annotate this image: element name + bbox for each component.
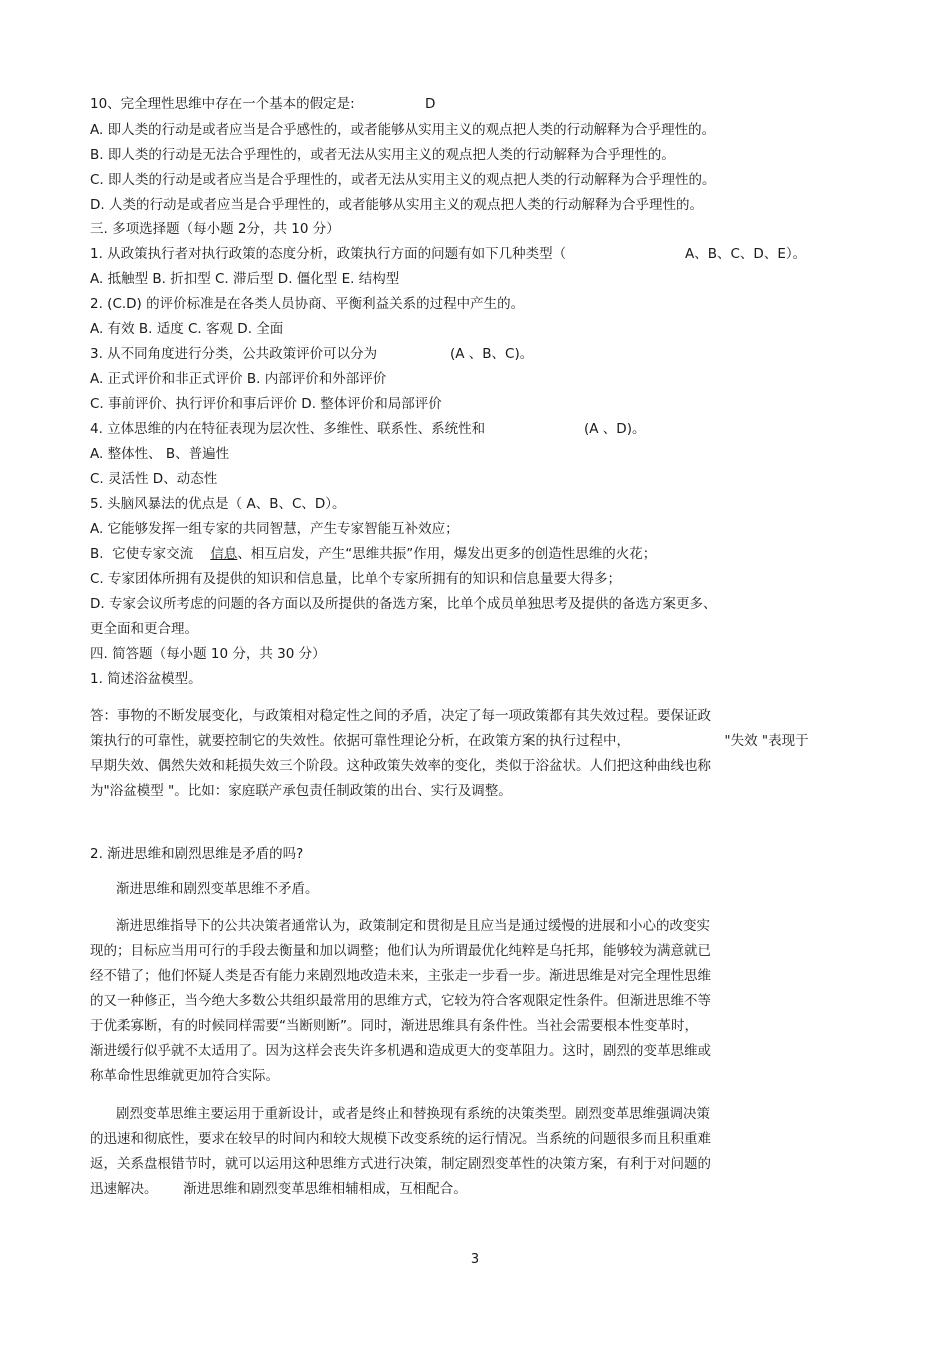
s3-q2-stem: 2. (C.D) 的评价标准是在各类人员协商、平衡利益关系的过程中产生的。 — [90, 296, 525, 312]
q10-option-d: D. 人类的行动是或者应当是合乎理性的，或者能够从实用主义的观点把人类的行动解释为合乎理性的。 — [90, 197, 703, 213]
s3-q5-option-b — [90, 545, 656, 563]
s4-q2-p1: 渐进思维和剧烈变革思维不矛盾。 — [116, 881, 319, 897]
s4-q2-stem: 2. 渐进思维和剧烈思维是矛盾的吗? — [90, 846, 304, 862]
s3-q3-answer: (A 、B、C)。 — [450, 346, 534, 362]
s3-q4-stem — [90, 420, 646, 438]
s3-q3-option-row1: A. 正式评价和非正式评价 B. 内部评价和外部评价 — [90, 371, 387, 387]
s3-q1-stem — [90, 245, 807, 263]
s3-q1-stem-text: 1. 从政策执行者对执行政策的态度分析，政策执行方面的问题有如下几种类型（ — [90, 246, 567, 262]
s4-q1-answer-line2: 策执行的可靠性，就要控制它的失效性。依据可靠性理论分析，在政策方案的执行过程中， "失效 "表现于 — [90, 733, 809, 749]
s4-q2-p2-line5: 于优柔寡断，有的时候同样需要“当断则断”。同时，渐进思维具有条件性。当社会需要根本性变革时， — [90, 1018, 698, 1034]
s4-q2-p3-line3: 返，关系盘根错节时，就可以运用这种思维方式进行决策，制定剧烈变革性的决策方案，有利于对问题的 — [90, 1156, 711, 1172]
s4-q2-p3-line1: 剧烈变革思维主要运用于重新设计，或者是终止和替换现有系统的决策类型。剧烈变革思维强调决策 — [116, 1106, 710, 1122]
s4-q1-stem: 1. 简述浴盆模型。 — [90, 671, 202, 687]
s4-q2-p2-line1: 渐进思维指导下的公共决策者通常认为，政策制定和贯彻是且应当是通过缓慢的进展和小心的改变实 — [116, 918, 710, 934]
q10-option-a: A. 即人类的行动是或者应当是合乎感性的，或者能够从实用主义的观点把人类的行动解释为合乎理性的。 — [90, 122, 716, 138]
s3-q1-answer: A、B、C、D、E）。 — [685, 246, 807, 262]
s4-q2-p2-line2: 现的；目标应当用可行的手段去衡量和加以调整；他们认为所谓最优化纯粹是乌托邦，能够较为满意就已 — [90, 943, 711, 959]
s4-q2-p3-line2: 的迅速和彻底性，要求在较早的时间内和较大规模下改变系统的运行情况。当系统的问题很多而且积重难 — [90, 1131, 711, 1147]
q10-stem — [90, 95, 436, 113]
s3-q4-option-row1: A. 整体性、 B、普遍性 — [90, 446, 230, 462]
s3-q5-option-c: C. 专家团体所拥有及提供的知识和信息量，比单个专家所拥有的知识和信息量要大得多； — [90, 571, 622, 587]
s3-q4-stem-text: 4. 立体思维的内在特征表现为层次性、多维性、联系性、系统性和 — [90, 421, 486, 437]
s4-q2-p3-line4: 迅速解决。 渐进思维和剧烈变革思维相辅相成，互相配合。 — [90, 1181, 467, 1197]
s3-q3-stem — [90, 345, 534, 363]
q10-stem-text: 10、完全理性思维中存在一个基本的假定是: — [90, 96, 355, 112]
s3-q4-answer: (A 、D)。 — [584, 421, 646, 437]
s4-q1-answer-line1: 答：事物的不断发展变化，与政策相对稳定性之间的矛盾，决定了每一项政策都有其失效过程。要保证政 — [90, 708, 711, 724]
s3-q1-options: A. 抵触型 B. 折扣型 C. 滞后型 D. 僵化型 E. 结构型 — [90, 271, 400, 287]
s3-q5-option-d-line2: 更全面和更合理。 — [90, 621, 198, 637]
s3-q5-option-b-post: 、相互启发，产生“思维共振”作用，爆发出更多的创造性思维的火花； — [237, 546, 657, 562]
s4-q2-p2-line6: 渐进缓行似乎就不太适用了。因为这样会丧失许多机遇和造成更大的变革阻力。这时，剧烈的变革思维或 — [90, 1043, 711, 1059]
s3-q2-options: A. 有效 B. 适度 C. 客观 D. 全面 — [90, 321, 284, 337]
s3-q3-option-row2: C. 事前评价、执行评价和事后评价 D. 整体评价和局部评价 — [90, 396, 442, 412]
s4-q2-p2-line3: 经不错了；他们怀疑人类是否有能力来剧烈地改造未来，主张走一步看一步。渐进思维是对完全理性思维 — [90, 968, 711, 984]
s3-q5-option-a: A. 它能够发挥一组专家的共同智慧，产生专家智能互补效应； — [90, 521, 459, 537]
q10-answer: D — [425, 96, 436, 112]
s3-q4-option-row2: C. 灵活性 D、动态性 — [90, 471, 218, 487]
info-link[interactable]: 信息 — [210, 546, 238, 562]
section3-heading: 三. 多项选择题（每小题 2分，共 10 分） — [90, 221, 340, 237]
q10-option-b: B. 即人类的行动是无法合乎理性的，或者无法从实用主义的观点把人类的行动解释为合乎理性的。 — [90, 147, 675, 163]
s4-q2-p2-line4: 的又一种修正，当今绝大多数公共组织最常用的思维方式，它较为符合客观限定性条件。但渐进思维不等 — [90, 993, 711, 1009]
s4-q1-answer-line4: 为"浴盆模型 "。比如：家庭联产承包责任制政策的出台、实行及调整。 — [90, 783, 512, 799]
s3-q5-option-d-line1: D. 专家会议所考虑的问题的各方面以及所提供的备选方案，比单个成员单独思考及提供的备选方案更多、 — [90, 596, 717, 612]
s3-q3-stem-text: 3. 从不同角度进行分类，公共政策评价可以分为 — [90, 346, 378, 362]
s3-q5-option-b-pre: B. 它使专家交流 — [90, 546, 211, 562]
s3-q5-stem: 5. 头脑风暴法的优点是（ A、B、C、D）。 — [90, 496, 346, 512]
section4-heading: 四. 简答题（每小题 10 分，共 30 分） — [90, 646, 326, 662]
page-number: 3 — [470, 1252, 480, 1267]
s4-q1-answer-line3: 早期失效、偶然失效和耗损失效三个阶段。这种政策失效率的变化，类似于浴盆状。人们把这种曲线也称 — [90, 758, 711, 774]
s4-q2-p2-line7: 称革命性思维就更加符合实际。 — [90, 1068, 279, 1084]
q10-option-c: C. 即人类的行动是或者应当是合乎理性的，或者无法从实用主义的观点把人类的行动解释为合乎理性的。 — [90, 172, 716, 188]
